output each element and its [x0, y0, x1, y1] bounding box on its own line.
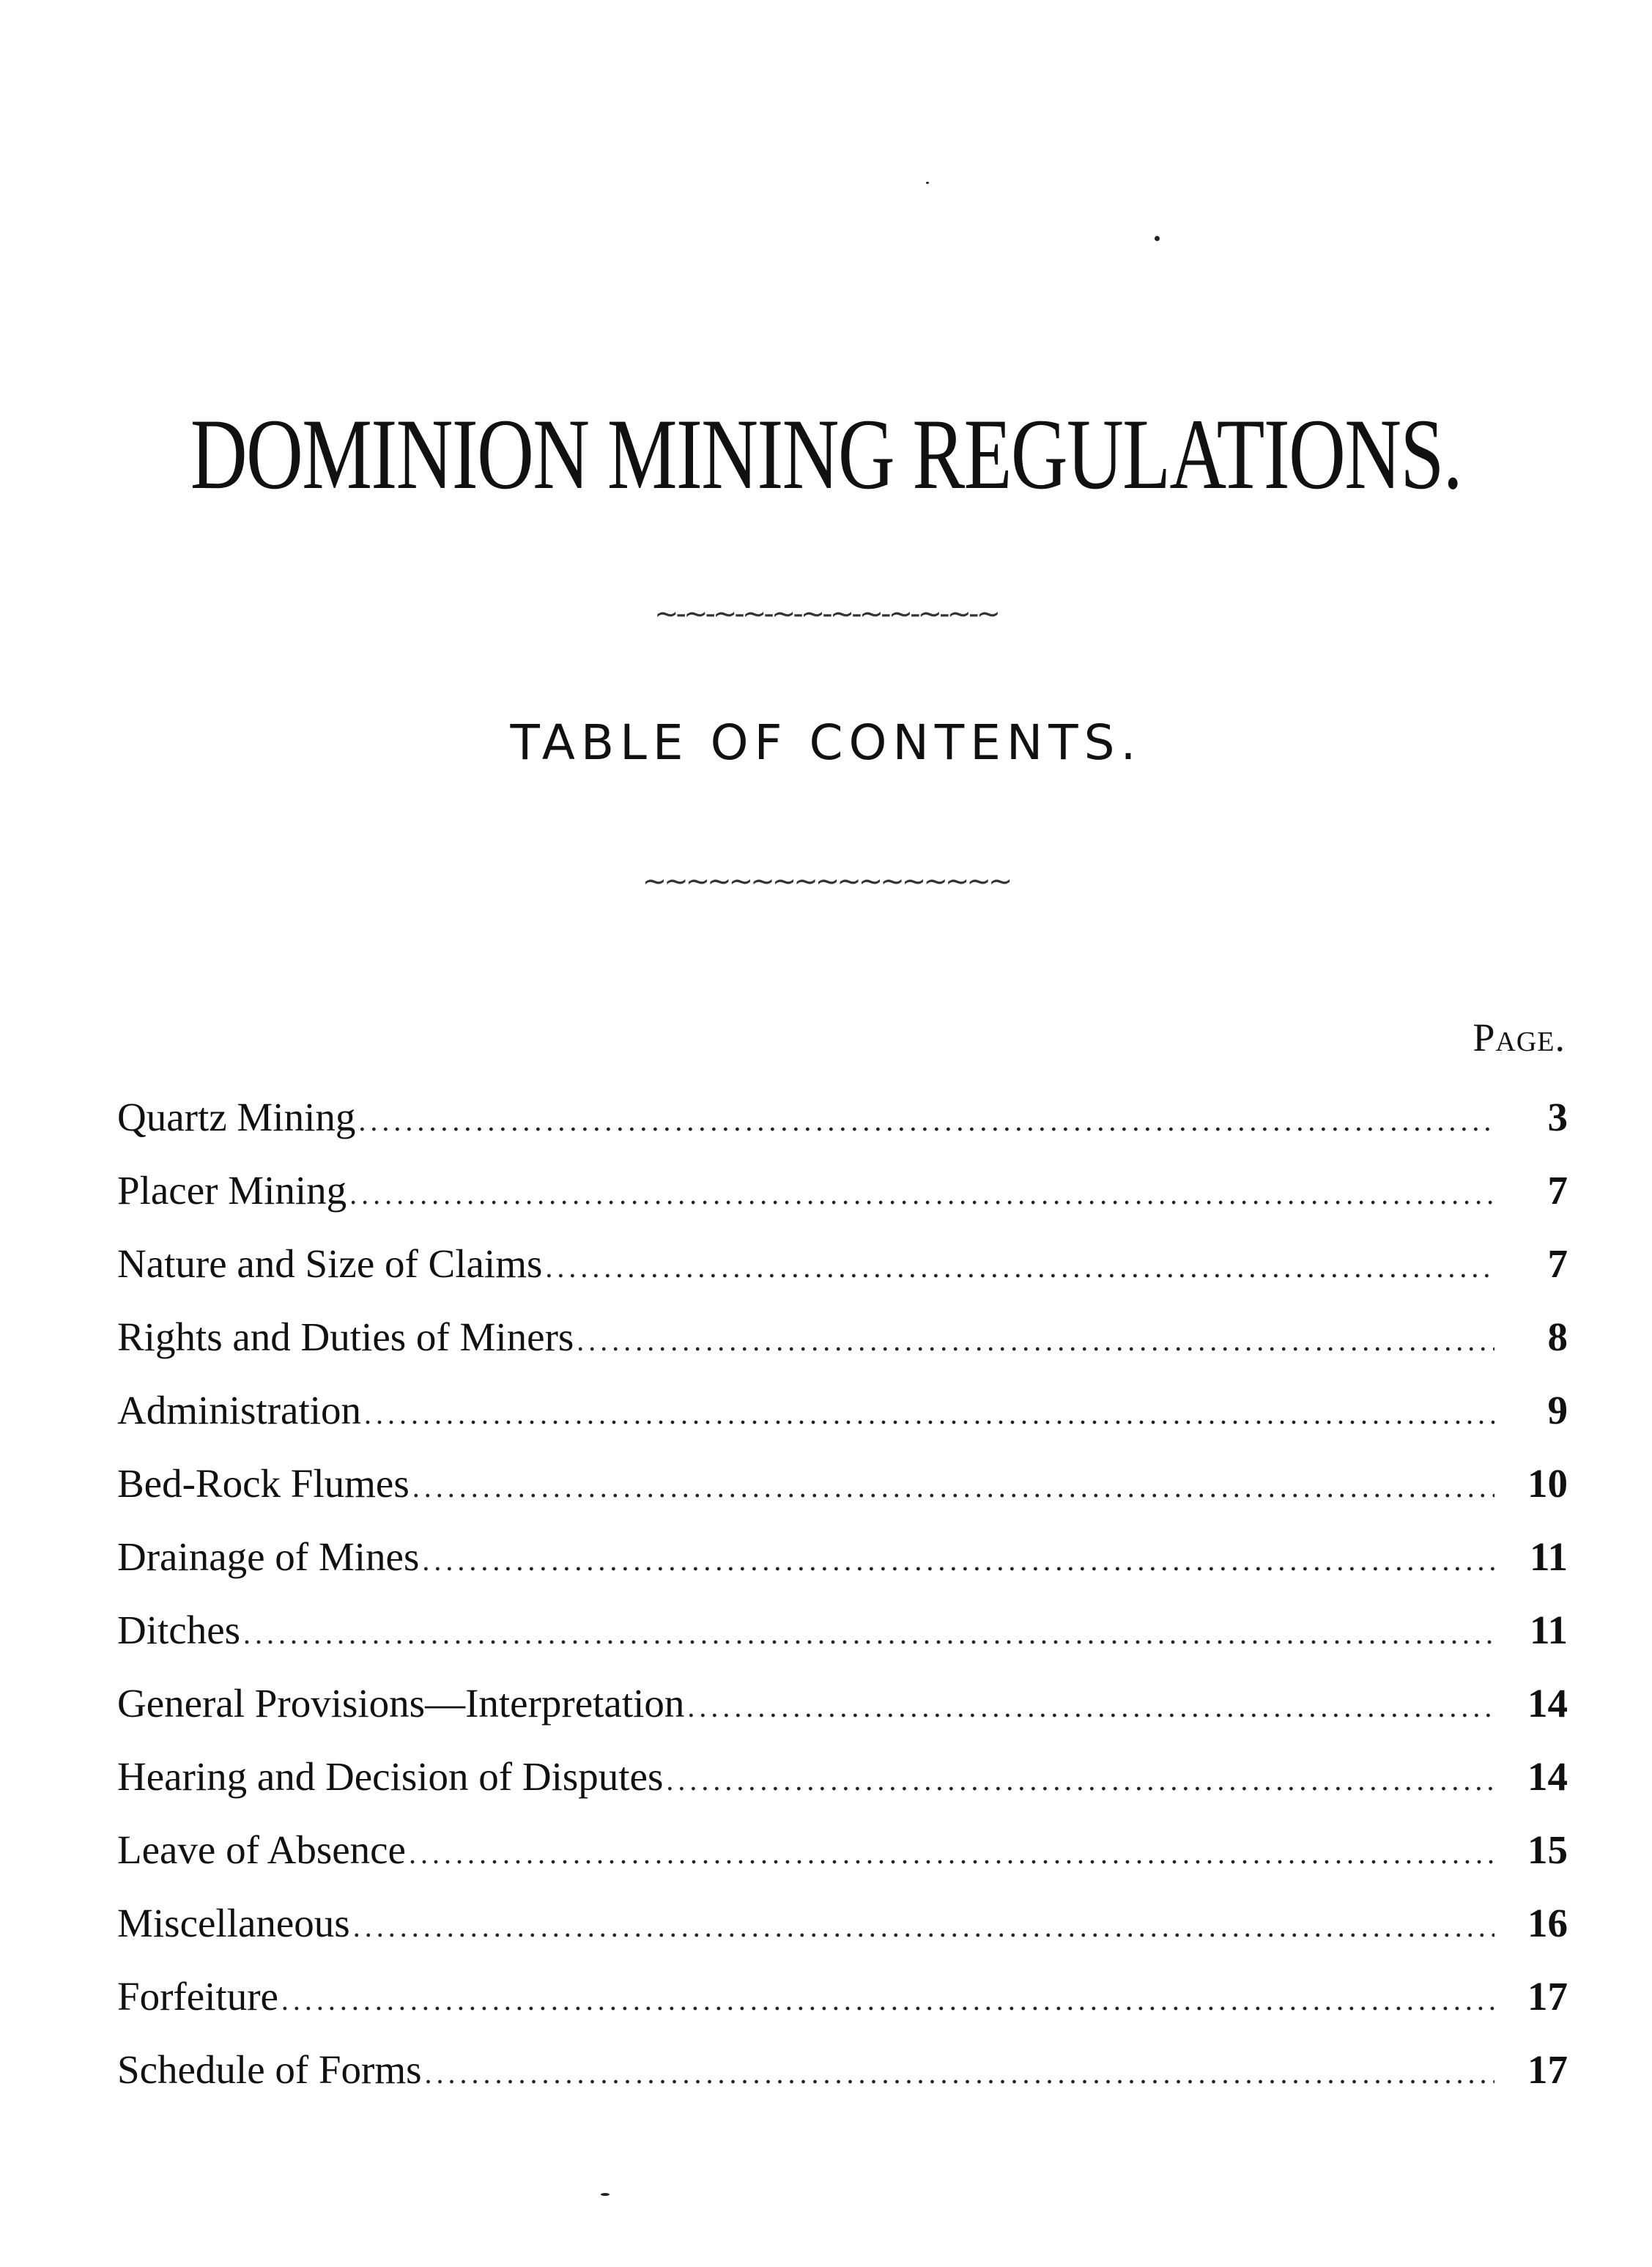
toc-entry-drainage-of-mines — [117, 1531, 1568, 1605]
dot-leader — [422, 1535, 1494, 1586]
page-column-label: Page. — [1473, 1016, 1566, 1059]
toc-entry-title: Schedule of Forms — [117, 2047, 422, 2092]
toc-entry-hearing-and-decision-of-disputes — [117, 1751, 1568, 1824]
dot-leader — [358, 1095, 1494, 1147]
ink-speck — [926, 182, 929, 184]
dot-leader — [349, 1169, 1494, 1220]
table-of-contents — [117, 1092, 1568, 2118]
toc-entry-page: 14 — [1527, 1754, 1568, 1799]
ornamental-rule-bottom: ~~~~~~~~~~~~~~~~~ — [642, 865, 1010, 898]
toc-entry-title: Forfeiture — [117, 1974, 278, 2019]
toc-entry-quartz-mining — [117, 1092, 1568, 1165]
toc-entry-general-provisions — [117, 1678, 1568, 1751]
toc-entry-page: 15 — [1527, 1827, 1568, 1872]
dot-leader — [409, 1828, 1494, 1879]
toc-entry-leave-of-absence — [117, 1824, 1568, 1898]
dot-leader — [281, 1975, 1494, 2026]
ink-speck — [601, 2193, 610, 2196]
toc-entry-title: Placer Mining — [117, 1168, 347, 1213]
toc-entry-page: 11 — [1530, 1608, 1568, 1652]
dot-leader — [364, 1388, 1494, 1440]
toc-entry-title: Leave of Absence — [117, 1827, 406, 1872]
toc-entry-title: Hearing and Decision of Disputes — [117, 1754, 664, 1799]
toc-entry-title: Bed-Rock Flumes — [117, 1461, 410, 1506]
toc-entry-ditches — [117, 1605, 1568, 1678]
toc-entry-page: 11 — [1530, 1534, 1568, 1579]
toc-entry-page: 17 — [1527, 2047, 1568, 2092]
toc-entry-title: Rights and Duties of Miners — [117, 1314, 574, 1359]
toc-entry-title: Nature and Size of Claims — [117, 1241, 543, 1286]
toc-entry-title: Miscellaneous — [117, 1901, 350, 1945]
dot-leader — [577, 1315, 1494, 1367]
contents-heading: TABLE OF CONTENTS. — [510, 714, 1142, 771]
toc-entry-bed-rock-flumes — [117, 1458, 1568, 1531]
ink-speck — [1155, 236, 1160, 241]
toc-entry-page: 7 — [1547, 1241, 1568, 1286]
dot-leader — [687, 1682, 1494, 1733]
toc-entry-page: 8 — [1547, 1314, 1568, 1359]
toc-entry-placer-mining — [117, 1165, 1568, 1238]
toc-entry-title: Quartz Mining — [117, 1095, 356, 1139]
toc-entry-page: 3 — [1547, 1095, 1568, 1139]
toc-entry-title: Ditches — [117, 1608, 241, 1652]
toc-entry-page: 16 — [1527, 1901, 1568, 1945]
dot-leader — [412, 1462, 1494, 1513]
toc-entry-page: 17 — [1527, 1974, 1568, 2019]
toc-entry-schedule-of-forms — [117, 2044, 1568, 2118]
dot-leader — [666, 1755, 1494, 1806]
document-title: DOMINION MINING REGULATIONS. — [190, 398, 1462, 510]
toc-entry-page: 14 — [1527, 1681, 1568, 1726]
toc-entry-nature-and-size-of-claims — [117, 1238, 1568, 1312]
toc-entry-administration — [117, 1385, 1568, 1458]
dot-leader — [545, 1242, 1494, 1293]
toc-entry-page: 7 — [1547, 1168, 1568, 1213]
toc-entry-title: Administration — [117, 1388, 362, 1432]
toc-entry-rights-and-duties-of-miners — [117, 1312, 1568, 1385]
ornamental-rule-top: ~-~-~-~-~-~-~-~-~-~-~-~ — [654, 597, 998, 631]
toc-entry-title: General Provisions—Interpretation — [117, 1681, 685, 1726]
toc-entry-page: 9 — [1547, 1388, 1568, 1432]
toc-entry-forfeiture — [117, 1971, 1568, 2044]
dot-leader — [243, 1608, 1494, 1660]
toc-entry-page: 10 — [1527, 1461, 1568, 1506]
toc-entry-miscellaneous — [117, 1898, 1568, 1971]
toc-entry-title: Drainage of Mines — [117, 1534, 420, 1579]
dot-leader — [425, 2048, 1494, 2099]
dot-leader — [353, 1901, 1494, 1953]
